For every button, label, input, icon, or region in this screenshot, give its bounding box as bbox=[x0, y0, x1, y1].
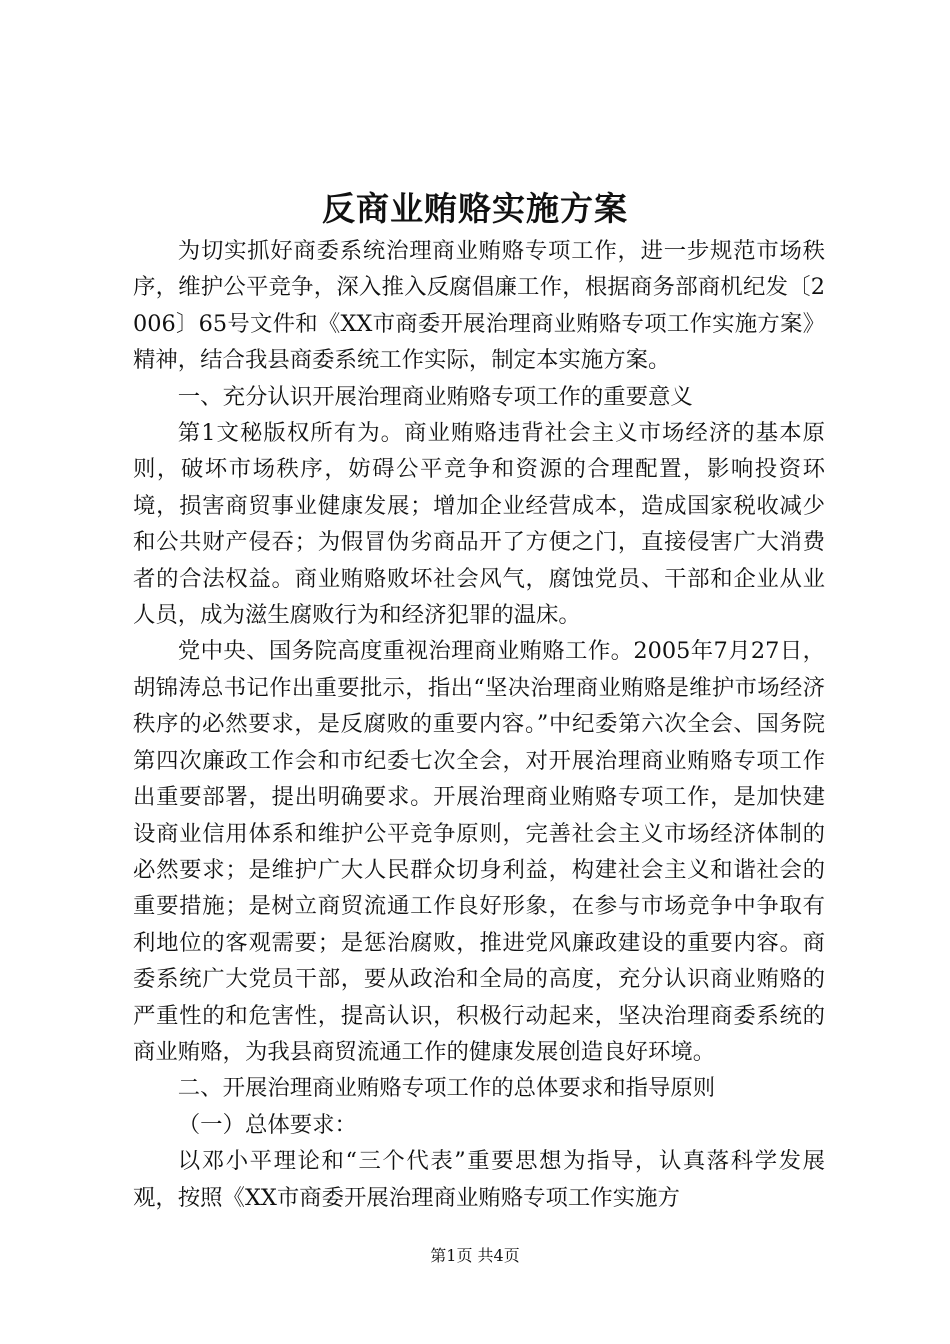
body-paragraph: 以邓小平理论和“三个代表”重要思想为指导，认真落科学发展观，按照《XX市商委开展治理商业贿赂专项工作实施方 bbox=[133, 1148, 825, 1211]
section-heading-1: 一、充分认识开展治理商业贿赂专项工作的重要意义 bbox=[177, 383, 693, 410]
body-paragraph: 党中央、国务院高度重视治理商业贿赂工作。2005年7月27日，胡锦涛总书记作出重要批示，指出“坚决治理商业贿赂是维护市场经济秩序的必然要求，是反腐败的重要内容。”中纪委第六次全会、国务院第四次廉政工作会和市纪委七次全会，对开展治理商业贿赂专项工作出重要部署，提出明确要求。开展治理商业贿赂专项工作，是加快建设商业信用体系和维护公平竞争原则，完善社会主义市场经济体制的必然要求；是维护广大人民群众切身利益，构建社会主义和谐社会的重要措施；是树立商贸流通工作良好形象，在参与市场竞争中争取有利地位的客观需要；是惩治腐败，推进党风廉政建设的重要内容。商委系统广大党员干部，要从政治和全局的高度，充分认识商业贿赂的严重性的和危害性，提高认识，积极行动起来，坚决治理商委系统的商业贿赂，为我县商贸流通工作的健康发展创造良好环境。 bbox=[133, 638, 825, 1065]
document-body bbox=[133, 233, 825, 1216]
subsection-heading: （一）总体要求： bbox=[177, 1111, 357, 1138]
section-heading-2: 二、开展治理商业贿赂专项工作的总体要求和指导原则 bbox=[177, 1075, 716, 1102]
document-title: 反商业贿赂实施方案 bbox=[322, 189, 628, 228]
page-number-footer: 第1页 共4页 bbox=[430, 1246, 520, 1265]
intro-paragraph: 为切实抓好商委系统治理商业贿赂专项工作，进一步规范市场秩序，维护公平竞争，深入推入反腐倡廉工作，根据商务部商机纪发〔2006〕65号文件和《XX市商委开展治理商业贿赂专项工作实施方案》精神，结合我县商委系统工作实际，制定本实施方案。 bbox=[133, 238, 825, 374]
body-paragraph: 第1文秘版权所有为。商业贿赂违背社会主义市场经济的基本原则，破坏市场秩序，妨碍公平竞争和资源的合理配置，影响投资环境，损害商贸事业健康发展；增加企业经营成本，造成国家税收减少和公共财产侵吞；为假冒伪劣商品开了方便之门，直接侵害广大消费者的合法权益。商业贿赂败坏社会风气，腐蚀党员、干部和企业从业人员，成为滋生腐败行为和经济犯罪的温床。 bbox=[133, 420, 825, 629]
